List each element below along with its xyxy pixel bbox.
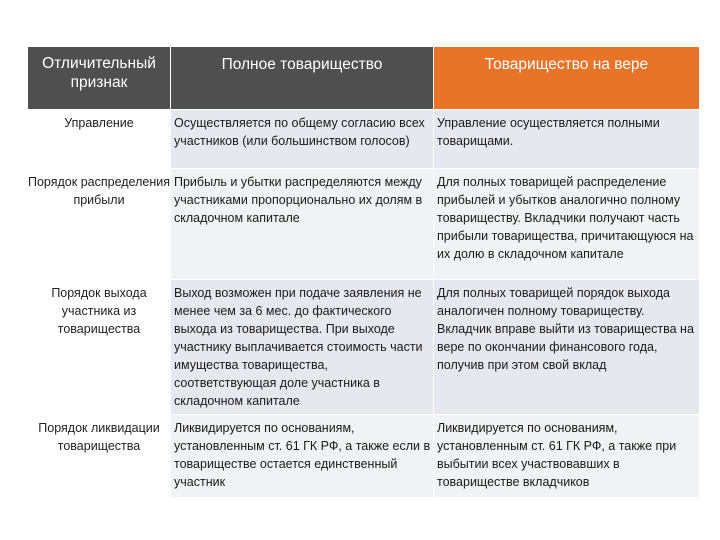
- header-limited-partnership: Товарищество на вере: [434, 47, 700, 110]
- header-full-partnership: Полное товарищество: [171, 47, 434, 110]
- comparison-table: [27, 46, 700, 498]
- limited-partnership-cell: Для полных товарищей распределение прибылей и убытков аналогично полному товариществу. Вкладчики получают часть прибыли товарищества, причитающуюся на их долю в складочном капитале: [434, 169, 700, 280]
- table-row: [28, 415, 700, 498]
- row-feature-label: Порядок выхода участника из товарищества: [28, 280, 171, 415]
- row-feature-label: Порядок распределения прибыли: [28, 169, 171, 280]
- full-partnership-cell: Выход возможен при подаче заявления не менее чем за 6 мес. до фактического выхода из товарищества. При выходе участнику выплачивается стоимость части имущества товарищества, соответствующая доле участника в складочном капитале: [171, 280, 434, 415]
- header-feature: Отличительный признак: [28, 47, 171, 110]
- table-row: [28, 280, 700, 415]
- full-partnership-cell: Ликвидируется по основаниям, установленным ст. 61 ГК РФ, а также если в товариществе остается единственный участник: [171, 415, 434, 498]
- limited-partnership-cell: Ликвидируется по основаниям, установленным ст. 61 ГК РФ, а также при выбытии всех участвовавших в товариществе вкладчиков: [434, 415, 700, 498]
- row-feature-label: Порядок ликвидации товарищества: [28, 415, 171, 498]
- table-row: [28, 169, 700, 280]
- row-feature-label: Управление: [28, 110, 171, 169]
- limited-partnership-cell: Для полных товарищей порядок выхода аналогичен полному товариществу. Вкладчик вправе выйти из товарищества на вере по окончании финансового года, получив при этом свой вклад: [434, 280, 700, 415]
- full-partnership-cell: Осуществляется по общему согласию всех участников (или большинством голосов): [171, 110, 434, 169]
- limited-partnership-cell: Управление осуществляется полными товарищами.: [434, 110, 700, 169]
- header-row: [28, 47, 700, 110]
- full-partnership-cell: Прибыль и убытки распределяются между участниками пропорционально их долям в складочном капитале: [171, 169, 434, 280]
- table-row: [28, 110, 700, 169]
